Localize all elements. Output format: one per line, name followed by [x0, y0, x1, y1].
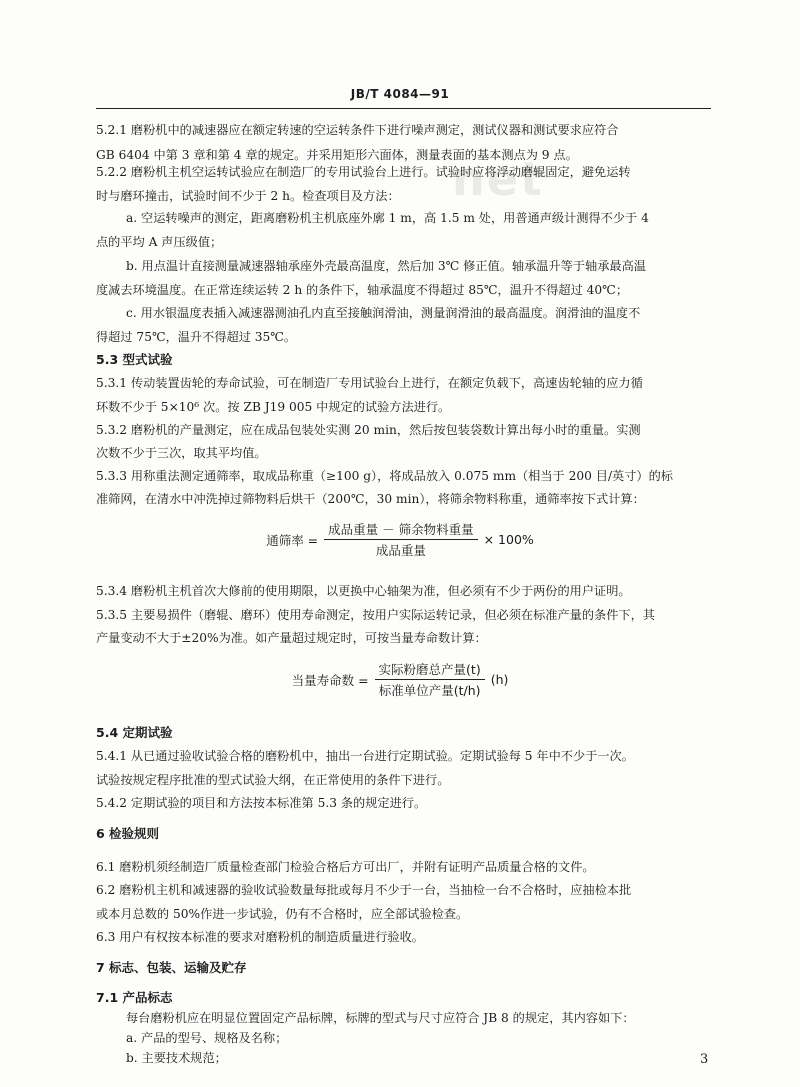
formula-denominator: 成品重量: [375, 543, 426, 558]
section-7-heading: 7 标志、包装、运输及贮存: [96, 960, 247, 975]
page-number: 3: [700, 1052, 709, 1067]
formula-lhs: 当量寿命数 =: [291, 672, 369, 688]
clause-5-3-4: 5.3.4 磨粉机主机首次大修前的使用期限，以更换中心轴架为准，但必须有不少于两份的用户证明。: [96, 584, 631, 598]
text-line: 或本月总数的 50%作进一步试验，仍有不合格时，应全部试验检查。: [96, 907, 469, 921]
formula-numerator: 成品重量 － 筛余物料重量: [324, 520, 477, 540]
clause-5-3-1: 5.3.1 传动装置齿轮的寿命试验，可在制造厂专用试验台上进行，在额定负载下，高速齿轮轴的应力循: [96, 376, 643, 390]
watermark: net: [452, 152, 544, 206]
clause-5-4-1: 5.4.1 从已通过验收试验合格的磨粉机中，抽出一台进行定期试验。定期试验每 5 年中不少于一次。: [96, 749, 634, 763]
header-rule: [96, 108, 711, 109]
formula-numerator: 实际粉磨总产量(t): [375, 660, 485, 680]
clause-6-1: 6.1 磨粉机须经制造厂质量检查部门检验合格后方可出厂，并附有证明产品质量合格的文件。: [96, 860, 595, 874]
formula-equivalent-life: [0, 660, 800, 699]
formula-lhs: 通筛率 =: [266, 532, 319, 548]
section-7-1-heading: 7.1 产品标志: [96, 990, 173, 1005]
text-line: 每台磨粉机应在明显位置固定产品标牌，标牌的型式与尺寸应符合 JB 8 的规定，其内容如下：: [126, 1011, 635, 1025]
text-line: 次数不少于三次，取其平均值。: [96, 446, 267, 460]
text-line: 环数不少于 5×10⁶ 次。按 ZB J19 005 中规定的试验方法进行。: [96, 400, 451, 414]
formula-fraction: [324, 520, 477, 559]
page-header: JB/T 4084—91: [350, 87, 450, 101]
formula-fraction: [375, 660, 485, 699]
formula-denominator: 标准单位产量(t/h): [378, 683, 481, 698]
clause-5-2-2: 5.2.2 磨粉机主机空运转试验应在制造厂的专用试验台上进行。试验时应将浮动磨辊固定，避免运转: [96, 165, 631, 179]
item-c: c. 用水银温度表插入减速器测油孔内直至接触润滑油，测量润滑油的最高温度。润滑油的温度不: [126, 306, 641, 320]
text-line: 得超过 75℃，温升不得超过 35℃。: [96, 330, 297, 344]
clause-5-3-5: 5.3.5 主要易损件（磨辊、磨环）使用寿命测定，按用户实际运转记录，但必须在标准产量的条件下，其: [96, 608, 655, 622]
formula-sieve-rate: [0, 520, 800, 559]
clause-6-2: 6.2 磨粉机主机和减速器的验收试验数量每批或每月不少于一台，当抽检一台不合格时，应抽检本批: [96, 883, 632, 897]
text-line: 试验按规定程序批准的型式试验大纲，在正常使用的条件下进行。: [96, 773, 450, 787]
text-line: 度减去环境温度。在正常连续运转 2 h 的条件下，轴承温度不得超过 85℃，温升不得超过 40℃；: [96, 283, 629, 297]
item-b: b. 用点温计直接测量减速器轴承座外壳最高温度，然后加 3℃ 修正值。轴承温升等于轴承最高温: [126, 259, 646, 273]
text-line: 产量变动不大于±20%为准。如产量超过规定时，可按当量寿命数计算：: [96, 631, 487, 645]
section-6-heading: 6 检验规则: [96, 826, 160, 841]
item-a: a. 产品的型号、规格及名称；: [126, 1031, 288, 1045]
text-line: 准筛网，在清水中冲洗掉过筛物料后烘干（200℃，30 min），将筛余物料称重，通筛率按下式计算：: [96, 492, 645, 506]
item-b: b. 主要技术规范；: [126, 1051, 227, 1065]
section-5-4-heading: 5.4 定期试验: [96, 725, 173, 740]
text-line: GB 6404 中第 3 章和第 4 章的规定。并采用矩形六面体，测量表面的基本测点为 9 点。: [96, 148, 578, 162]
item-a: a. 空运转噪声的测定，距离磨粉机主机底座外廓 1 m，高 1.5 m 处，用普通声级计测得不少于 4: [126, 211, 649, 225]
clause-5-4-2: 5.4.2 定期试验的项目和方法按本标准第 5.3 条的规定进行。: [96, 796, 427, 810]
clause-5-2-1: 5.2.1 磨粉机中的减速器应在额定转速的空运转条件下进行噪声测定，测试仪器和测试要求应符合: [96, 123, 619, 137]
clause-6-3: 6.3 用户有权按本标准的要求对磨粉机的制造质量进行验收。: [96, 930, 424, 944]
formula-tail: (h): [490, 672, 509, 687]
text-line: 点的平均 A 声压级值；: [96, 235, 223, 249]
clause-5-3-2: 5.3.2 磨粉机的产量测定，应在成品包装处实测 20 min，然后按包装袋数计算出每小时的重量。实测: [96, 423, 641, 437]
formula-tail: × 100%: [483, 532, 534, 547]
clause-5-3-3: 5.3.3 用称重法测定通筛率，取成品称重（≥100 g），将成品放入 0.075 mm（相当于 200 目/英寸）的标: [96, 469, 673, 483]
text-line: 时与磨环撞击，试验时间不少于 2 h。检查项目及方法：: [96, 189, 400, 203]
section-5-3-heading: 5.3 型式试验: [96, 352, 173, 367]
